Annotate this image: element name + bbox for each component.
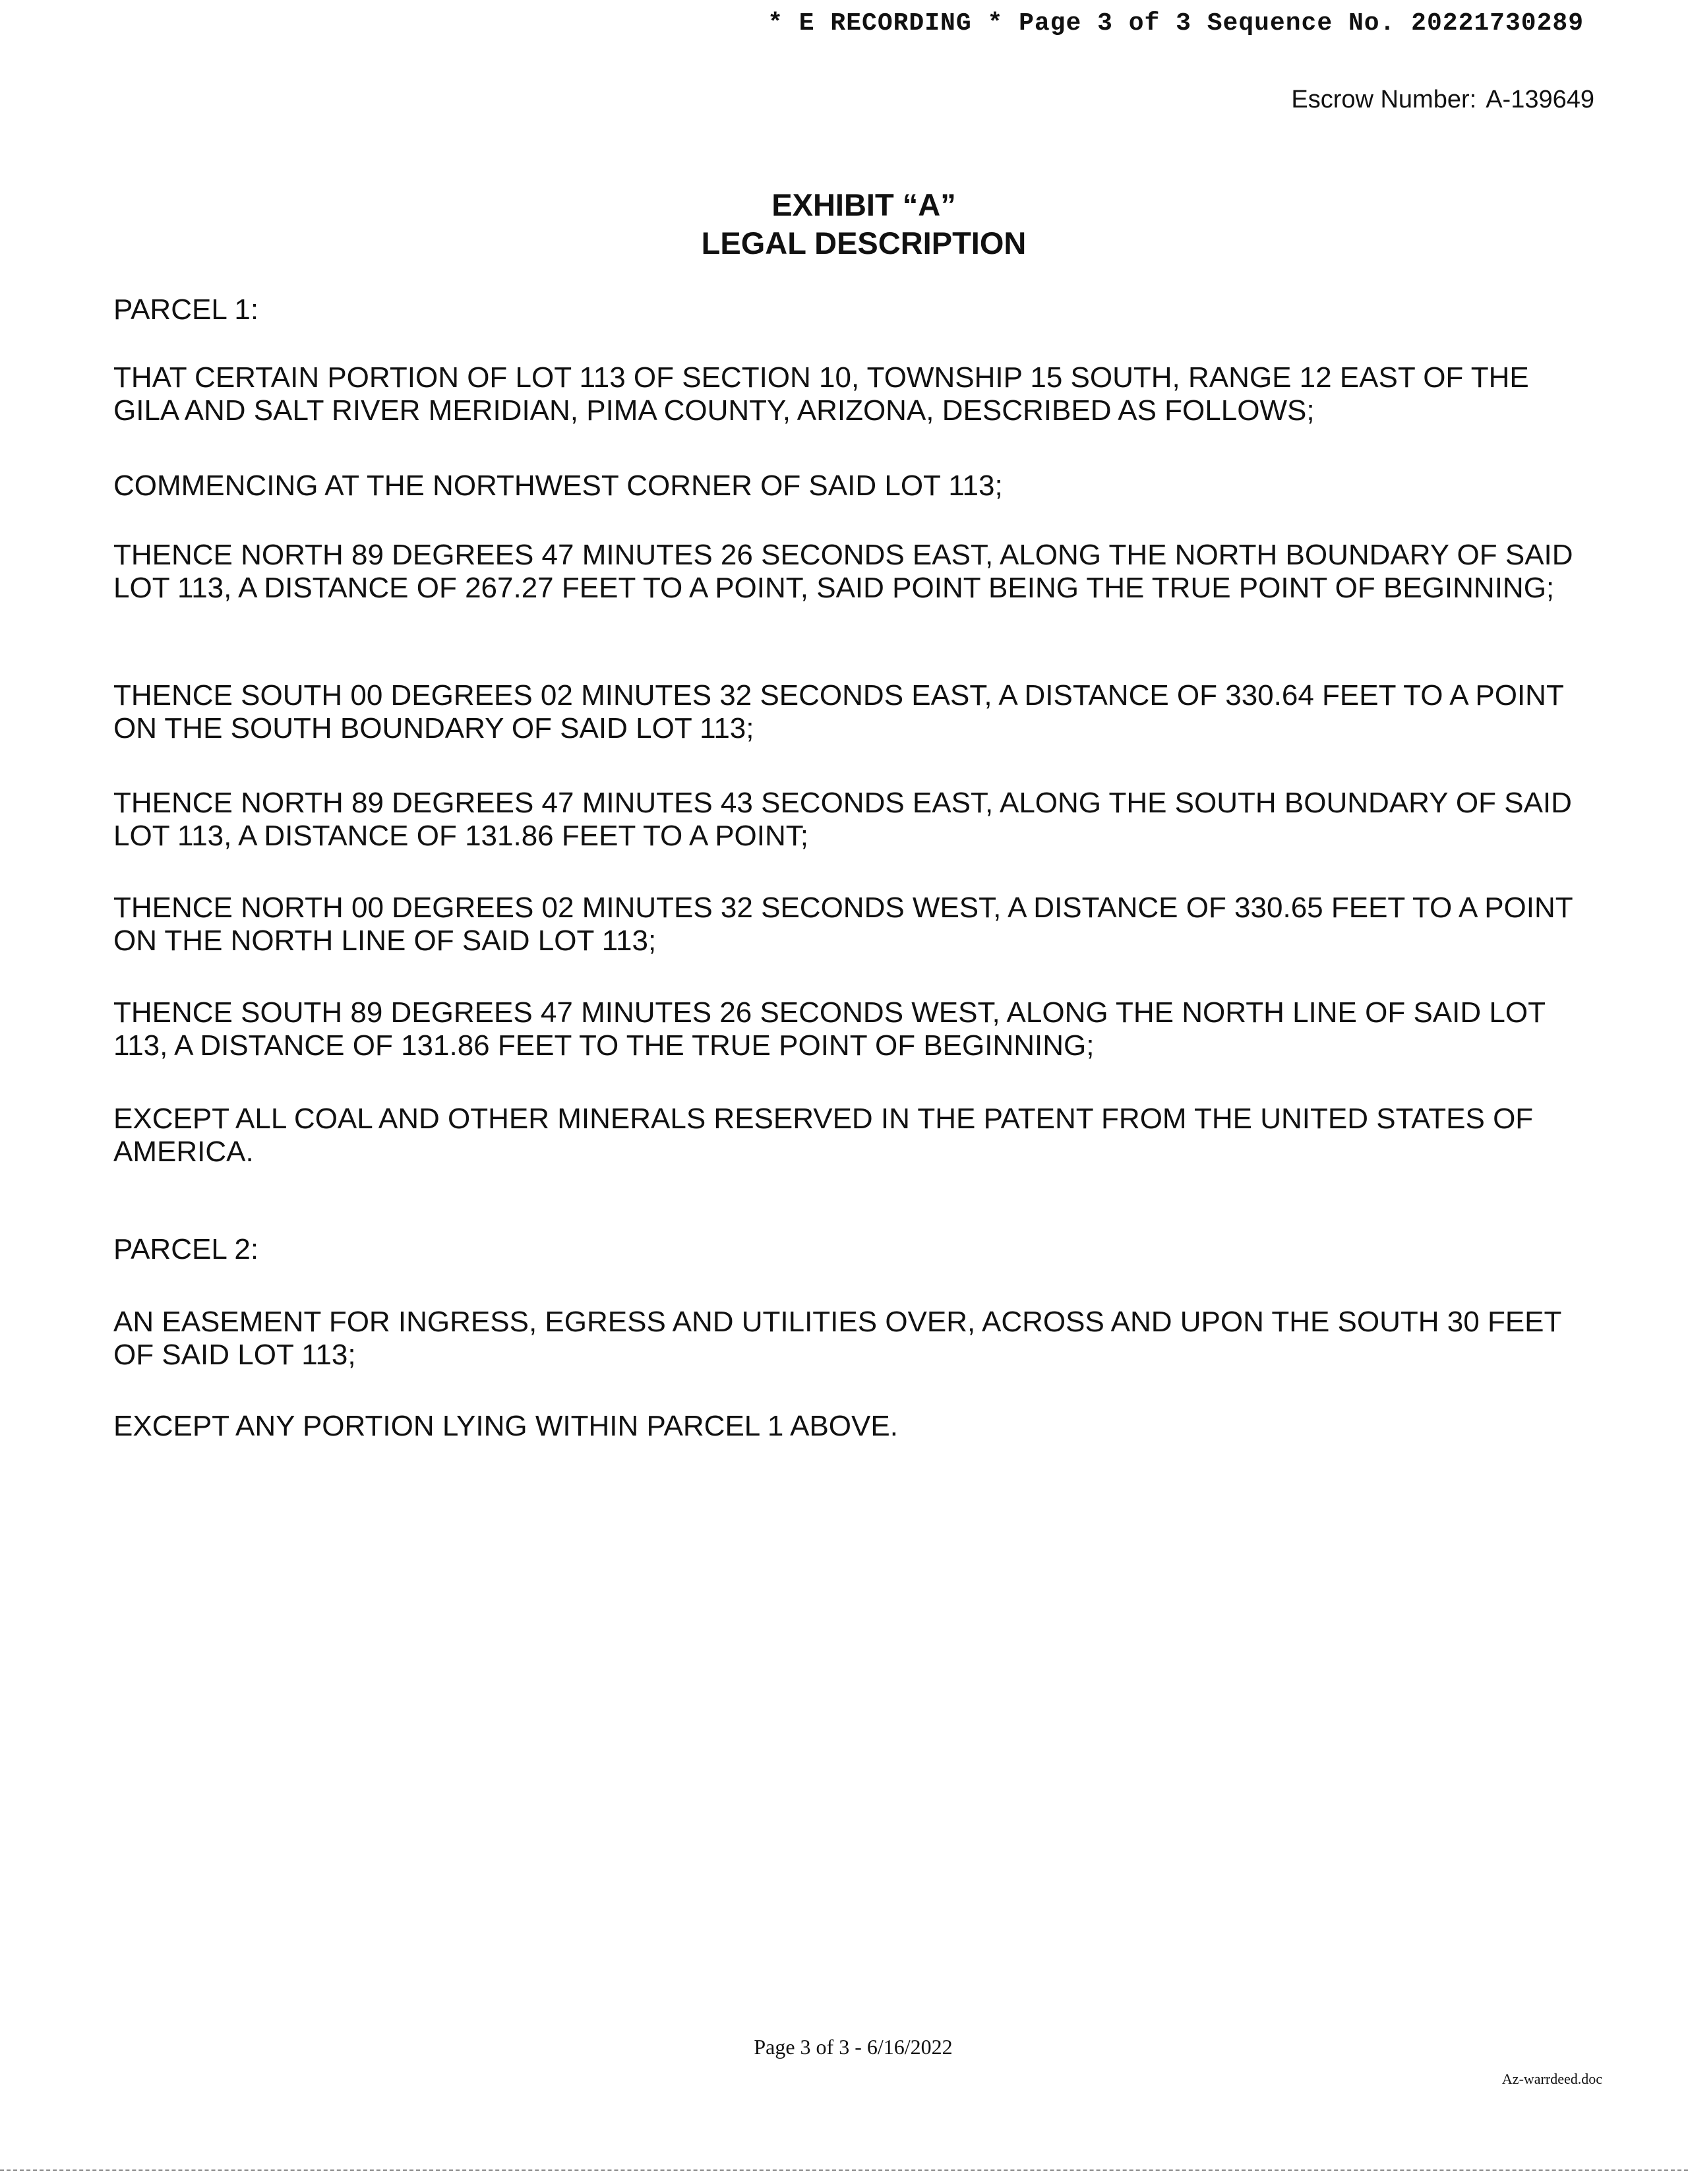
scan-edge-divider [0, 2169, 1688, 2171]
recording-header: * E RECORDING * Page 3 of 3 Sequence No. 20221730289 [768, 9, 1584, 38]
legal-description-title: LEGAL DESCRIPTION [701, 226, 1027, 260]
paragraph: THAT CERTAIN PORTION OF LOT 113 OF SECTION 10, TOWNSHIP 15 SOUTH, RANGE 12 EAST OF THE GILA AND SALT RIVER MERIDIAN, PIMA COUNTY, ARIZONA, DESCRIBED AS FOLLOWS; [113, 361, 1529, 427]
paragraph: EXCEPT ANY PORTION LYING WITHIN PARCEL 1 ABOVE. [113, 1410, 898, 1442]
paragraph: THENCE NORTH 89 DEGREES 47 MINUTES 26 SECONDS EAST, ALONG THE NORTH BOUNDARY OF SAID LOT 113, A DISTANCE OF 267.27 FEET TO A POINT, SAID POINT BEING THE TRUE POINT OF BEGINNING; [113, 539, 1573, 604]
paragraph: THENCE SOUTH 89 DEGREES 47 MINUTES 26 SECONDS WEST, ALONG THE NORTH LINE OF SAID LOT 113, A DISTANCE OF 131.86 FEET TO THE TRUE POINT OF BEGINNING; [113, 996, 1546, 1062]
escrow-label: Escrow Number: [1291, 86, 1477, 113]
escrow-number [1291, 86, 1594, 114]
page-footer [0, 2035, 1688, 2059]
escrow-value: A-139649 [1486, 86, 1594, 113]
paragraph: THENCE SOUTH 00 DEGREES 02 MINUTES 32 SECONDS EAST, A DISTANCE OF 330.64 FEET TO A POINT ON THE SOUTH BOUNDARY OF SAID LOT 113; [113, 679, 1564, 744]
paragraph: THENCE NORTH 00 DEGREES 02 MINUTES 32 SECONDS WEST, A DISTANCE OF 330.65 FEET TO A POINT ON THE NORTH LINE OF SAID LOT 113; [113, 892, 1573, 957]
exhibit-title [0, 186, 1688, 262]
document-filename: Az-warrdeed.doc [1501, 2071, 1602, 2087]
paragraph: COMMENCING AT THE NORTHWEST CORNER OF SAID LOT 113; [113, 470, 1003, 502]
parcel-2-heading: PARCEL 2: [113, 1233, 259, 1265]
page-info: Page 3 of 3 - 6/16/2022 [754, 2035, 953, 2059]
paragraph: AN EASEMENT FOR INGRESS, EGRESS AND UTILITIES OVER, ACROSS AND UPON THE SOUTH 30 FEET OF SAID LOT 113; [113, 1306, 1561, 1371]
paragraph: EXCEPT ALL COAL AND OTHER MINERALS RESERVED IN THE PATENT FROM THE UNITED STATES OF AMERICA. [113, 1103, 1534, 1168]
exhibit-title-line: EXHIBIT “A” [771, 187, 956, 222]
paragraph: THENCE NORTH 89 DEGREES 47 MINUTES 43 SECONDS EAST, ALONG THE SOUTH BOUNDARY OF SAID LOT 113, A DISTANCE OF 131.86 FEET TO A POINT; [113, 787, 1572, 852]
parcel-1-heading: PARCEL 1: [113, 293, 259, 326]
